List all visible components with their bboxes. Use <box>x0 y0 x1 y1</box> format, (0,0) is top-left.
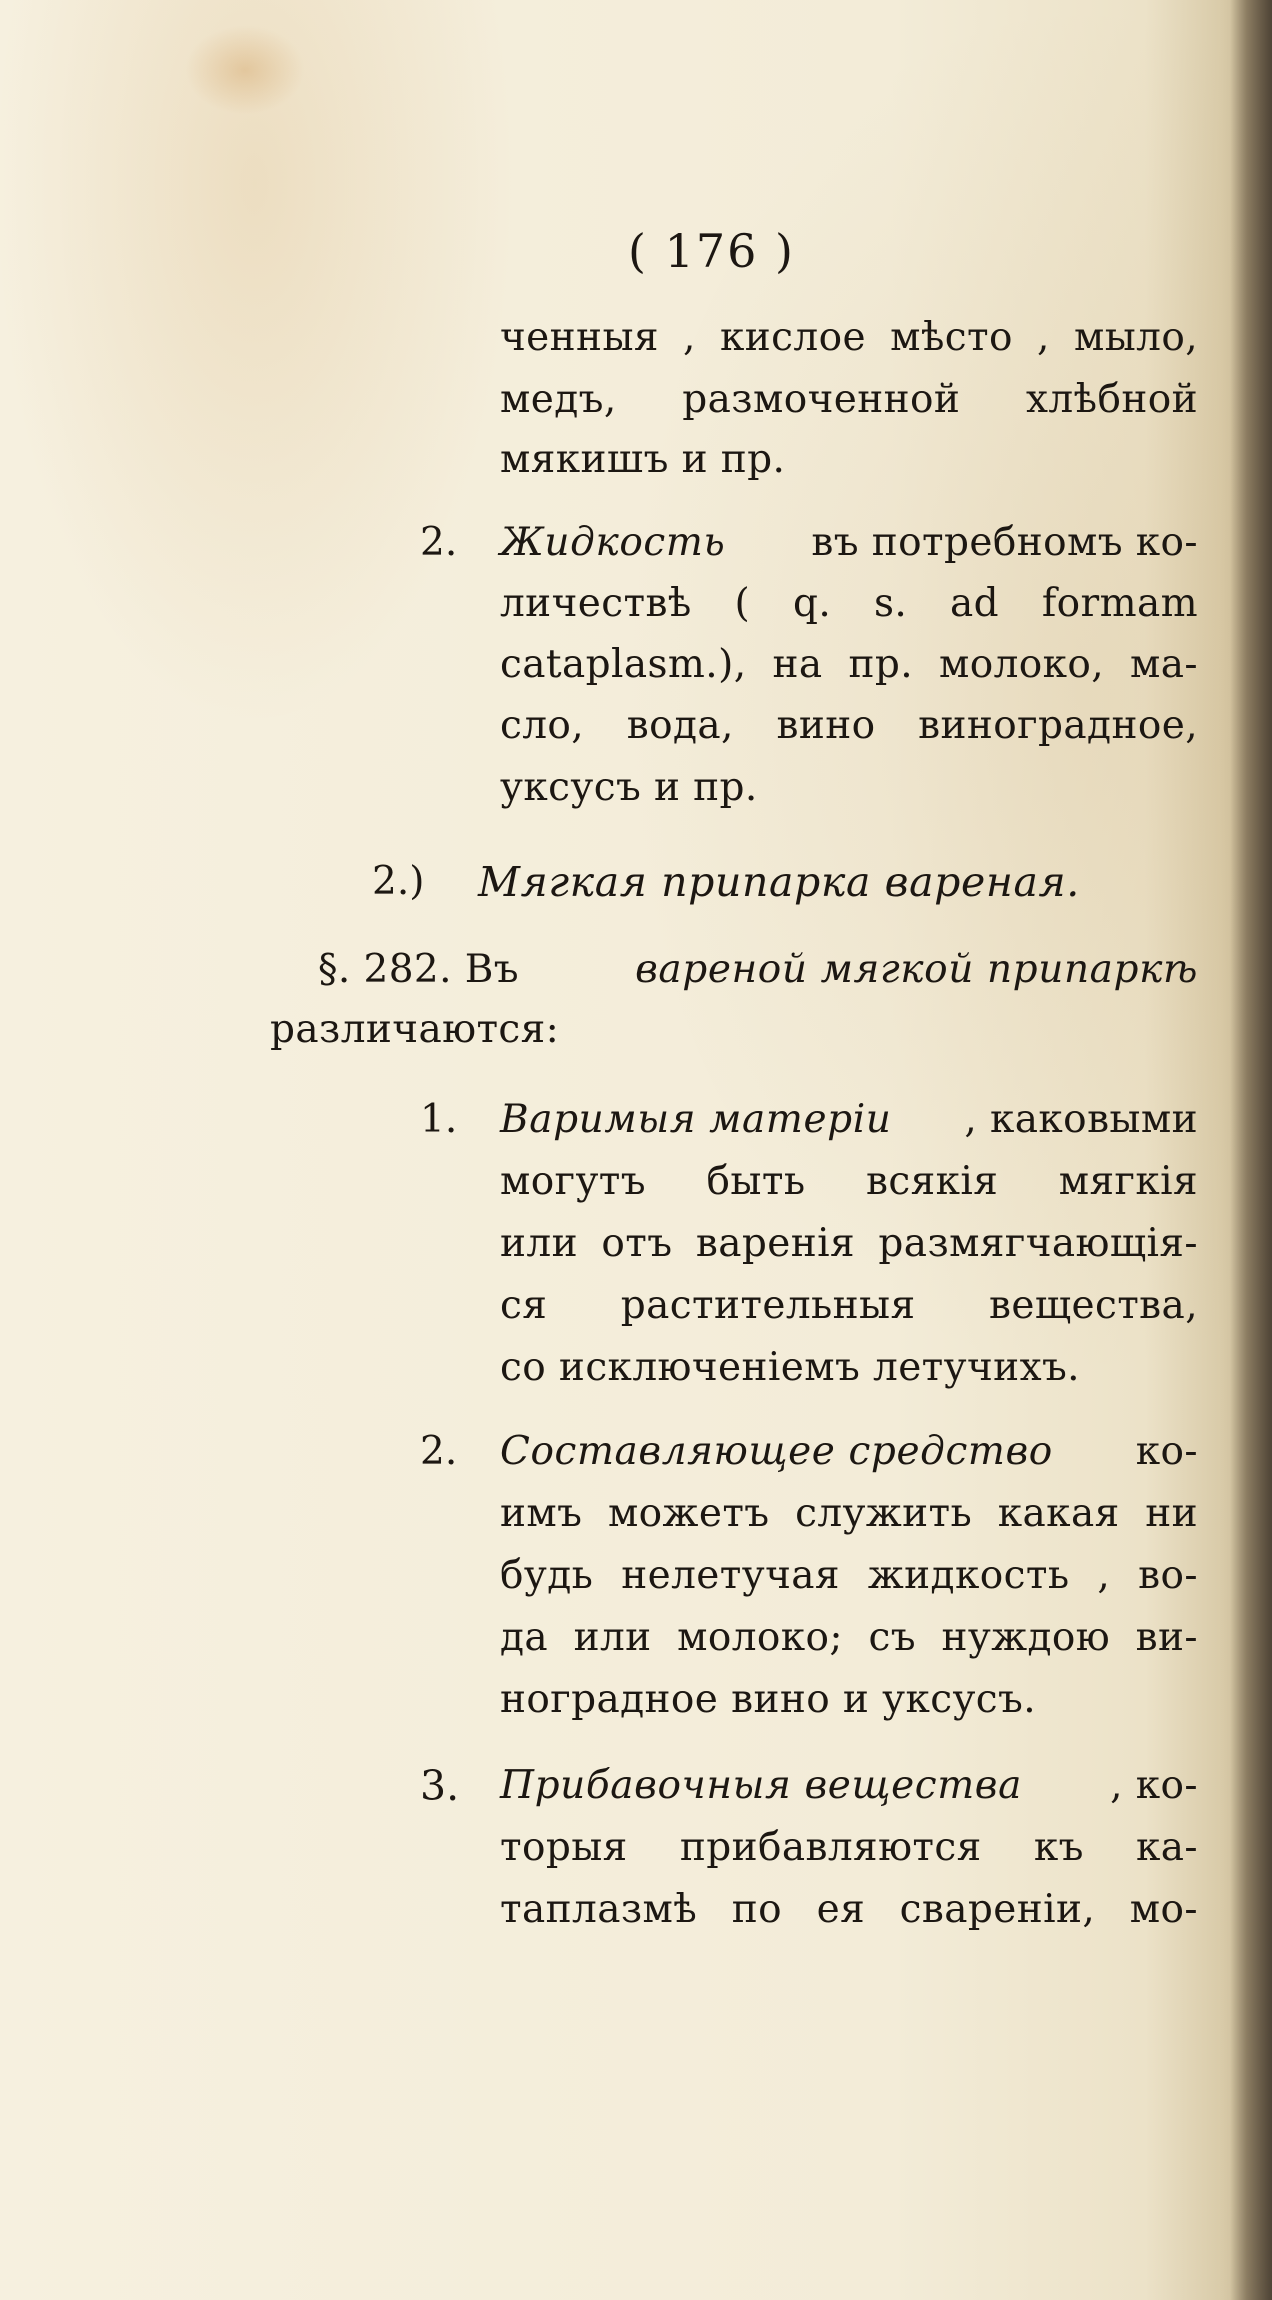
text-line: сло, вода, вино виноградное, <box>500 703 1198 748</box>
text-line: ченныя , кислое мѣсто , мыло, <box>500 315 1198 360</box>
text-line: ся растительныя вещества, <box>500 1283 1198 1328</box>
page-gutter-shadow <box>1230 0 1272 2300</box>
text-line: ноградное вино и уксусъ. <box>500 1677 1037 1722</box>
text-line: могутъ быть всякія мягкія <box>500 1159 1198 1204</box>
italic-term: Жидкость <box>500 520 726 565</box>
text-line: медъ, размоченной хлѣбной <box>500 377 1198 422</box>
text-line: торыя прибавляются къ ка- <box>500 1825 1198 1870</box>
text-line: мякишъ и пр. <box>500 437 786 482</box>
italic-term: Составляющее средство <box>500 1429 1053 1474</box>
text-line <box>500 1429 1198 1474</box>
text-span: , каковыми <box>964 1097 1198 1142</box>
text-span: ко- <box>1135 1429 1198 1474</box>
paragraph-mark: §. 282. Въ <box>318 947 519 992</box>
section-title: Мягкая припарка вареная. <box>478 858 1080 906</box>
text-span: въ потребномъ ко- <box>811 520 1198 565</box>
text-line: будь нелетучая жидкость , во- <box>500 1553 1198 1598</box>
text-line: различаются: <box>270 1007 560 1052</box>
item-number: 2. <box>420 520 458 565</box>
text-line: таплазмѣ по ея свареніи, мо- <box>500 1887 1198 1932</box>
page-number-header: ( 176 ) <box>628 224 795 278</box>
text-line: cataplasm.), на пр. молоко, ма- <box>500 642 1198 687</box>
text-line: или отъ варенія размягчающія- <box>500 1221 1198 1266</box>
text-line <box>500 520 1198 565</box>
text-line <box>500 1097 1198 1142</box>
item-number: 3. <box>420 1762 460 1810</box>
text-line: имъ можетъ служить какая ни <box>500 1491 1198 1536</box>
text-line: со исключеніемъ летучихъ. <box>500 1345 1080 1390</box>
italic-term: вареной мягкой припаркѣ <box>635 947 1198 992</box>
item-number: 1. <box>420 1097 458 1142</box>
text-line: да или молоко; съ нуждою ви- <box>500 1615 1198 1660</box>
text-line: личествѣ ( q. s. ad formam <box>500 581 1198 626</box>
paper-stain <box>185 25 305 115</box>
text-line <box>500 1763 1198 1808</box>
text-line: уксусъ и пр. <box>500 765 758 810</box>
section-number: 2.) <box>372 859 425 904</box>
text-line <box>318 947 1198 992</box>
text-span: , ко- <box>1110 1763 1198 1808</box>
item-number: 2. <box>420 1429 458 1474</box>
italic-term: Варимыя матеріи <box>500 1097 892 1142</box>
italic-term: Прибавочныя вещества <box>500 1763 1022 1808</box>
